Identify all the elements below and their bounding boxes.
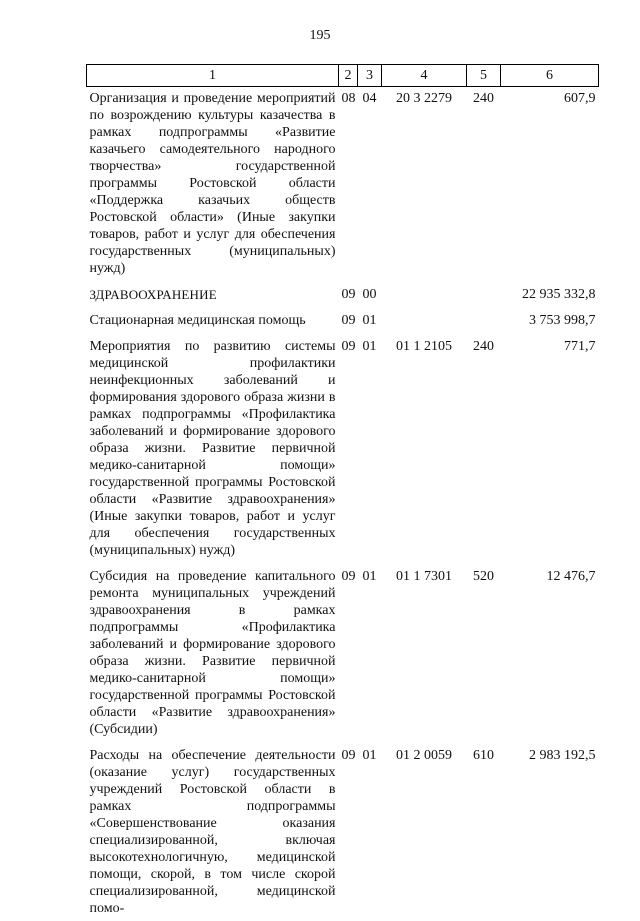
column-header: 5 bbox=[467, 65, 501, 87]
row-amount: 12 476,7 bbox=[546, 569, 596, 584]
row-target-article bbox=[382, 307, 467, 333]
row-amount: 2 983 192,5 bbox=[529, 748, 596, 763]
row-subsection-code: 00 bbox=[362, 287, 377, 302]
row-subsection-code: 01 bbox=[362, 569, 377, 584]
row-expense-type: 240 bbox=[473, 339, 494, 354]
column-header: 4 bbox=[382, 65, 467, 87]
row-amount: 22 935 332,8 bbox=[522, 287, 596, 302]
column-header: 6 bbox=[501, 65, 599, 87]
row-description: Организация и проведение мероприятий по возрождению культуры казачества в рамках подпрограммы «Развитие казачьего самодеятельного народного творчества» государственной программы Ростовской области «Поддержка казачьих обществ Ростовской области» (Иные закупки товаров, работ и услуг для обеспечения государственных (муниципальных) нужд) bbox=[89, 91, 336, 276]
budget-table bbox=[86, 64, 599, 921]
row-target-article: 20 3 2279 bbox=[396, 91, 452, 106]
row-section-code: 09 bbox=[341, 748, 356, 763]
row-target-article: 01 1 7301 bbox=[396, 569, 452, 584]
row-expense-type: 610 bbox=[473, 748, 494, 763]
row-expense-type bbox=[467, 307, 501, 333]
row-subsection-code: 01 bbox=[362, 339, 377, 354]
table-row bbox=[87, 333, 599, 563]
row-section-code: 09 bbox=[341, 287, 356, 302]
row-target-article bbox=[382, 281, 467, 307]
row-section-code: 09 bbox=[341, 313, 356, 328]
row-target-article: 01 2 0059 bbox=[396, 748, 452, 763]
row-amount: 771,7 bbox=[564, 339, 596, 354]
row-subsection-code: 01 bbox=[362, 748, 377, 763]
row-subsection-code: 04 bbox=[362, 91, 377, 106]
table-row bbox=[87, 281, 599, 307]
row-amount: 607,9 bbox=[564, 91, 596, 106]
row-description: Мероприятия по развитию системы медицинской профилактики неинфекционных заболеваний и формирования здорового образа жизни в рамках подпрограммы «Профилактика заболеваний и формирование здорового образа жизни. Развитие первичной медико-санитарной помощи» государственной программы Ростовской области «Развитие здравоохранения» (Иные закупки товаров, работ и услуг для обеспечения государственных (муниципальных) нужд) bbox=[89, 339, 336, 558]
column-header: 3 bbox=[358, 65, 382, 87]
row-expense-type: 240 bbox=[473, 91, 494, 106]
row-description: Субсидия на проведение капитального ремонта муниципальных учреждений здравоохранения в рамках подпрограммы «Профилактика заболеваний и формирование здорового образа жизни. Развитие первичной медико-санитарной помощи» государственной программы Ростовской области «Развитие здравоохранения» (Субсидии) bbox=[89, 569, 336, 737]
row-section-code: 08 bbox=[341, 91, 356, 106]
column-header: 1 bbox=[87, 65, 339, 87]
row-expense-type: 520 bbox=[473, 569, 494, 584]
column-header: 2 bbox=[339, 65, 358, 87]
row-subsection-code: 01 bbox=[362, 313, 377, 328]
row-amount: 3 753 998,7 bbox=[529, 313, 596, 328]
row-description: ЗДРАВООХРАНЕНИЕ bbox=[89, 287, 217, 302]
row-section-code: 09 bbox=[341, 569, 356, 584]
row-section-code: 09 bbox=[341, 339, 356, 354]
table-row bbox=[87, 742, 599, 921]
row-expense-type bbox=[467, 281, 501, 307]
table-row bbox=[87, 87, 599, 282]
row-description: Расходы на обеспечение деятельности (оказание услуг) государственных учреждений Ростовской области в рамках подпрограммы «Совершенствование оказания специализированной, включая высокотехнологичную, медицинской помощи, скорой, в том числе скорой специализированной, медицинской помо- bbox=[89, 748, 336, 916]
table-header-row bbox=[87, 65, 599, 87]
row-description: Стационарная медицинская помощь bbox=[89, 313, 306, 328]
row-target-article: 01 1 2105 bbox=[396, 339, 452, 354]
table-row bbox=[87, 563, 599, 742]
table-row bbox=[87, 307, 599, 333]
page-number: 195 bbox=[309, 28, 331, 43]
